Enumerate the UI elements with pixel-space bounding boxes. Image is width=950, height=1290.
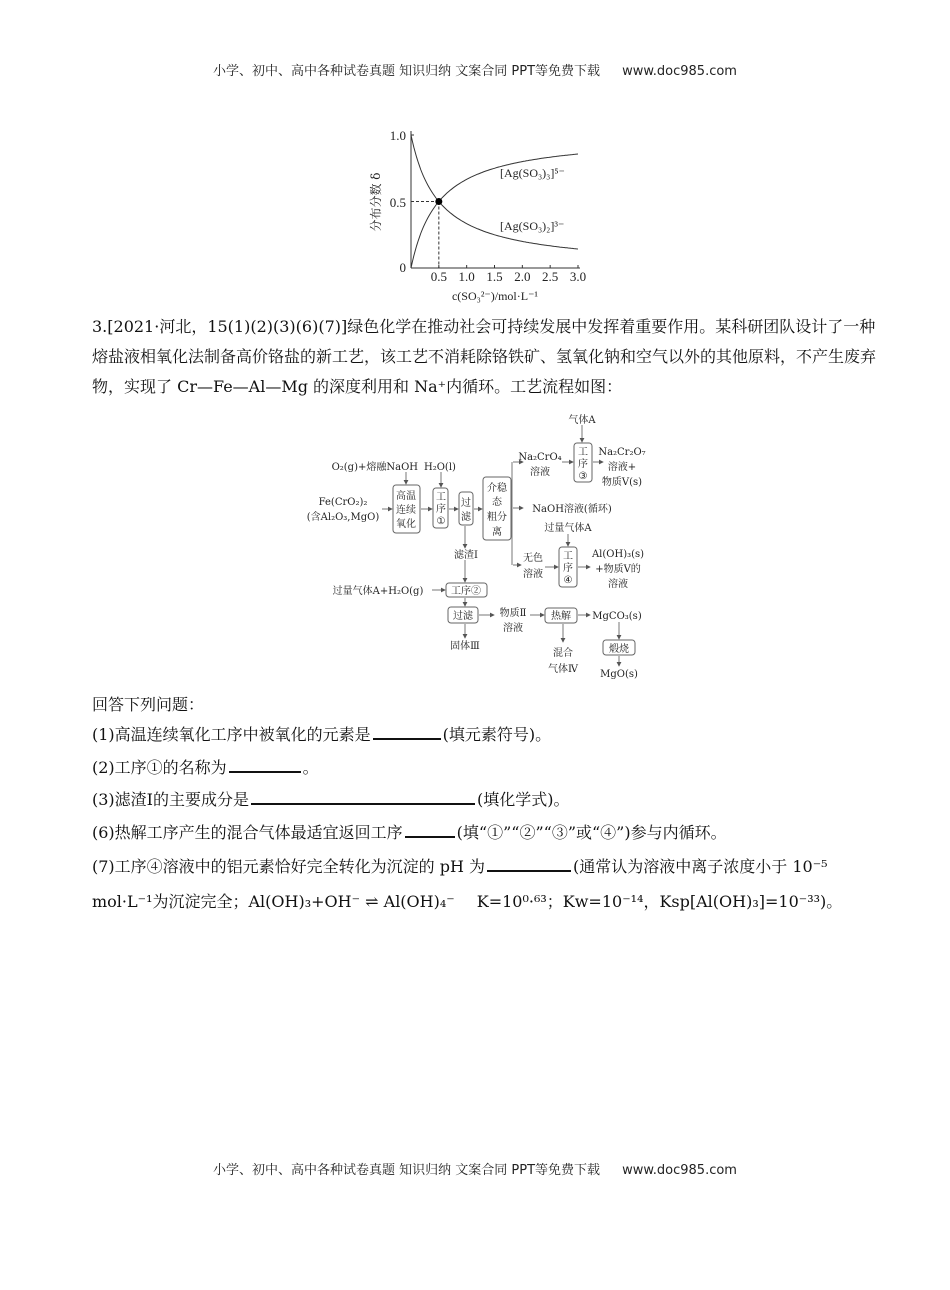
footer-site[interactable]: www.doc985.com [622,1163,737,1178]
mixed-gas-label: 气体Ⅳ [548,664,578,675]
ytick-label: 0.5 [389,195,406,210]
xtick-label: 1.5 [486,269,503,284]
x-axis-label: c(SO₃²⁻)/mol·L⁻¹ [451,289,539,303]
q6-answer-blank[interactable] [405,822,455,838]
excess-gas-water-label: 过量气体A+H₂O(g) [332,586,424,597]
residue-label: 滤渣Ⅰ [454,550,478,561]
oxidation-text: 连续 [396,505,416,516]
q1-answer-blank[interactable] [373,724,441,740]
page-header [0,60,950,79]
q7-text: (7)工序④溶液中的铝元素恰好完全转化为沉淀的 pH 为 [92,857,486,876]
xtick-label: 2.0 [514,269,531,284]
oxidation-text: 氧化 [396,519,416,530]
separation-text: 粗分 [487,512,507,523]
na2cr2o7-label: Na₂Cr₂O₇ [598,447,646,458]
q7-equation: mol·L⁻¹为沉淀完全；Al(OH)₃+OH⁻ ⇌ Al(OH)₄⁻ [92,892,455,911]
step2-text: 工序② [451,586,481,597]
header-site[interactable]: www.doc985.com [622,64,737,79]
page-footer [0,1159,950,1178]
aloh3-label: 溶液 [608,579,628,590]
question-2 [92,755,319,778]
xtick-label: 2.5 [542,269,559,284]
aloh3-label: Al(OH)₃(s) [591,549,645,560]
q2-text: (2)工序①的名称为 [92,758,227,777]
footer-text: 小学、初中、高中各种试卷真题 知识归纳 文案合同 PPT等免费下载 [213,1163,601,1178]
solution-label: 溶液 [530,467,550,478]
question-7-line2 [92,889,842,912]
separation-text: 离 [492,527,502,538]
xtick-label: 3.0 [569,269,587,284]
xtick-label: 0.5 [430,269,447,284]
solid-iii-label: 固体Ⅲ [450,641,480,652]
step1-text: 序 [436,504,446,515]
question-6 [92,820,727,843]
mgco3-label: MgCO₃(s) [592,611,642,622]
q1-text-end: (填元素符号)。 [442,725,552,744]
intersection-point [435,198,442,205]
step1-text: 工 [436,492,446,503]
mgo-label: MgO(s) [600,669,638,680]
series-label-ag2: [Ag(SO₃)₂]³⁻ [500,219,565,233]
q6-text: (6)热解工序产生的混合气体最适宜返回工序 [92,823,403,842]
step1-text: ① [436,516,446,527]
step3-char: 工 [578,447,588,458]
feed-label: Fe(CrO₂)₂ [318,497,368,508]
step4-text: 序 [563,563,573,574]
q1-text: (1)高温连续氧化工序中被氧化的元素是 [92,725,371,744]
q7-constants: K=10⁰·⁶³；Kw=10⁻¹⁴，Ksp[Al(OH)₃]=10⁻³³)。 [476,892,843,911]
o2-naoh-label: O₂(g)+熔融NaOH [331,462,418,473]
aloh3-label: +物质Ⅴ的 [595,564,641,575]
filter2-text: 过滤 [453,611,473,622]
q3-answer-blank[interactable] [251,789,475,805]
q7-text-cont: (通常认为溶液中离子浓度小于 10⁻⁵ [573,857,828,876]
ytick-label: 1.0 [389,128,406,143]
mixed-gas-label: 混合 [553,648,573,659]
question-stem: 3.[2021·河北，15(1)(2)(3)(6)(7)]绿色化学在推动社会可持续发展中发挥着重要作用。某科研团队设计了一种熔盐液相氧化法制备高价铬盐的新工艺，该工艺不消耗除铬铁矿、氢氧化钠和空气以外的其他原料，不产生废弃物，实现了 Cr—Fe—Al—Mg 的深度利用和 Na⁺内循环。工艺流程如图： [92,317,877,396]
step4-text: 工 [563,551,573,562]
answers-intro: 回答下列问题： [92,695,205,714]
water-label: H₂O(l) [424,462,456,473]
substance-ii-label: 物质Ⅱ [499,608,527,619]
colorless-solution-label: 溶液 [523,569,543,580]
q6-text-end: (填“①”“②”“③”或“④”)参与内循环。 [456,823,727,842]
filter-text: 过 [461,498,471,509]
solution-plus-label: 溶液+ [607,462,637,473]
separation-text: 介稳 [487,483,507,494]
feed-composition-label: (含Al₂O₃,MgO) [306,512,380,523]
q2-answer-blank[interactable] [229,757,301,773]
header-text: 小学、初中、高中各种试卷真题 知识归纳 文案合同 PPT等免费下载 [213,64,601,79]
ytick-label: 0 [399,260,406,275]
question-7 [92,854,828,877]
question-3 [92,787,570,810]
separation-text: 态 [492,497,502,508]
calcination-text: 煅烧 [609,644,629,655]
naoh-recycle-label: NaOH溶液(循环) [532,504,612,515]
filter-text: 滤 [461,512,471,523]
q3-text: (3)滤渣Ⅰ的主要成分是 [92,790,249,809]
series-label-ag3: [Ag(SO₃)₃]⁵⁻ [500,166,565,180]
colorless-solution-label: 无色 [523,553,543,564]
step4-text: ④ [563,575,573,586]
gas-a-label: 气体A [568,415,596,426]
excess-gas-a-label: 过量气体A [544,523,592,534]
step3-char: 序 [578,459,588,470]
oxidation-text: 高温 [396,491,416,502]
pyrolysis-text: 热解 [551,611,571,622]
q2-text-end: 。 [302,758,319,777]
substance-v-label: 物质Ⅴ(s) [601,477,643,488]
q7-answer-blank[interactable] [487,856,571,872]
xtick-label: 1.0 [458,269,475,284]
na2cro4-label: Na₂CrO₄ [518,452,562,463]
y-axis-label: 分布分数 δ [369,172,383,232]
substance-ii-label: 溶液 [503,623,523,634]
step3-char: ③ [578,471,588,482]
question-1 [92,722,551,745]
distribution-chart [360,122,600,307]
process-flowchart [300,410,660,685]
q3-text-end: (填化学式)。 [477,790,570,809]
